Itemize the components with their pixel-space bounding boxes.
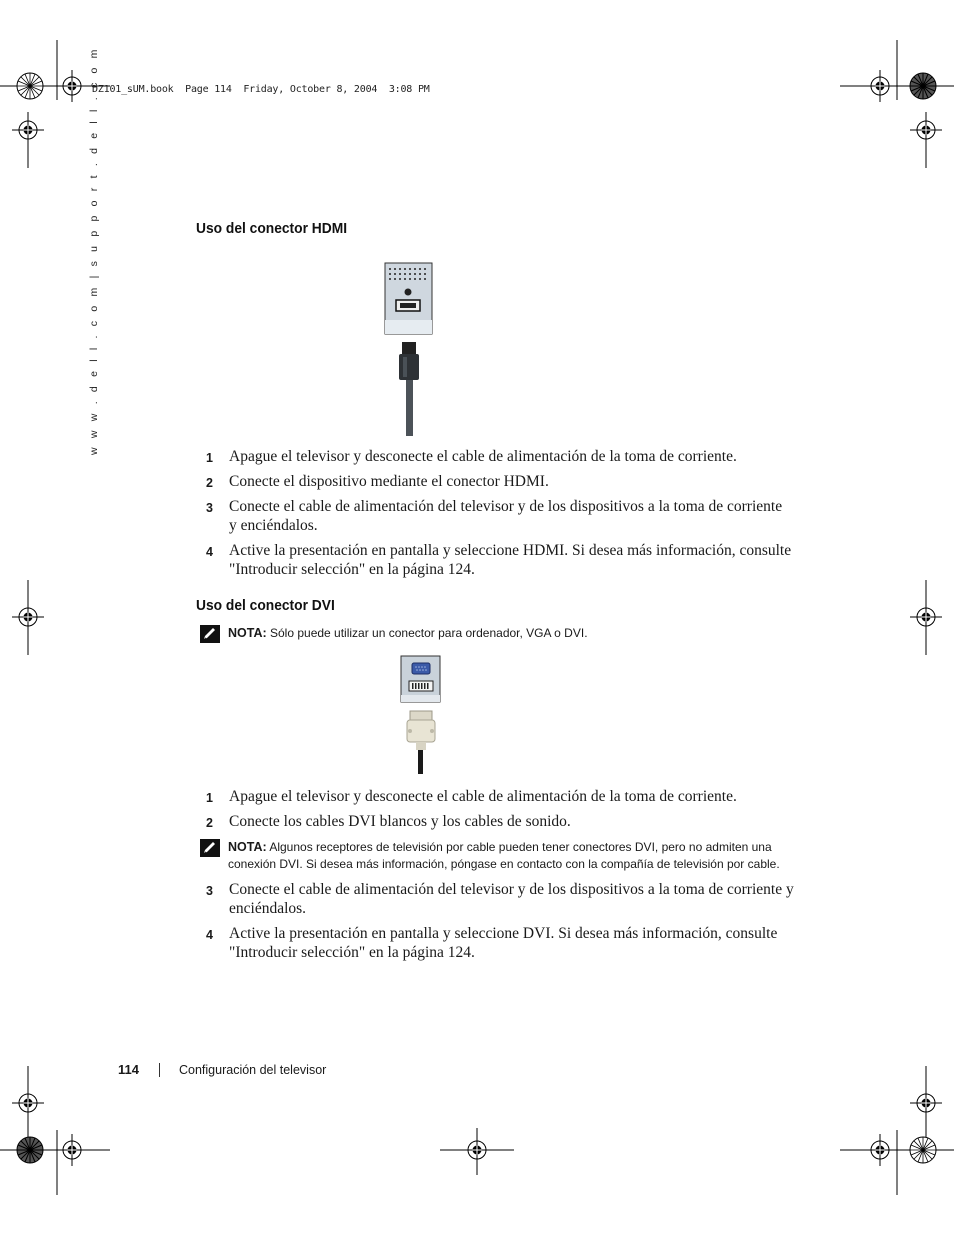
note-label: NOTA:	[228, 840, 267, 854]
step-number: 3	[206, 501, 213, 515]
step-number: 2	[206, 476, 213, 490]
hdmi-step-2	[206, 472, 806, 493]
hdmi-connector-image	[384, 262, 434, 438]
step-number: 1	[206, 791, 213, 805]
note-text: Algunos receptores de televisión por cable pueden tener conectores DVI, pero no admiten una conexión DVI. Si desea más información, póngase en contacto con la compañía de televisión por cable.	[228, 840, 780, 871]
dvi-step-3	[206, 880, 796, 918]
chapter-title: Configuración del televisor	[179, 1063, 327, 1077]
step-number: 4	[206, 928, 213, 942]
step-text: Conecte el dispositivo mediante el conector HDMI.	[229, 473, 549, 490]
sidebar-url: w w w . d e l l . c o m | s u p p o r t . d e l l . c o m	[88, 46, 100, 455]
step-number: 3	[206, 884, 213, 898]
step-text: Active la presentación en pantalla y seleccione DVI. Si desea más información, consulte "Introducir selección" en la página 124.	[229, 925, 778, 961]
note-text: Sólo puede utilizar un conector para ordenador, VGA o DVI.	[266, 626, 588, 640]
note-connector	[200, 625, 820, 642]
step-text: Conecte los cables DVI blancos y los cables de sonido.	[229, 813, 571, 830]
book-header: DZ101_sUM.book Page 114 Friday, October 8, 2004 3:08 PM	[92, 84, 430, 95]
footer-divider	[159, 1063, 160, 1077]
step-text: Conecte el cable de alimentación del televisor y de los dispositivos a la toma de corriente y enciéndalos.	[229, 881, 794, 917]
step-text: Apague el televisor y desconecte el cable de alimentación de la toma de corriente.	[229, 448, 737, 465]
note-pencil-icon	[200, 625, 220, 643]
step-number: 4	[206, 545, 213, 559]
step-number: 2	[206, 816, 213, 830]
hdmi-step-3	[206, 497, 792, 535]
step-text: Apague el televisor y desconecte el cable de alimentación de la toma de corriente.	[229, 788, 737, 805]
section-title-dvi: Uso del conector DVI	[196, 597, 335, 614]
dvi-step-1	[206, 787, 806, 808]
hdmi-step-1	[206, 447, 806, 468]
note-pencil-icon	[200, 839, 220, 857]
dvi-connector-image	[400, 655, 442, 775]
step-text: Active la presentación en pantalla y seleccione HDMI. Si desea más información, consulte "Introducir selección" en la página 124.	[229, 542, 792, 578]
page-number: 114	[118, 1062, 139, 1077]
section-title-hdmi: Uso del conector HDMI	[196, 220, 348, 237]
step-number: 1	[206, 451, 213, 465]
dvi-step-4	[206, 924, 791, 962]
hdmi-step-4	[206, 541, 806, 579]
note-label: NOTA:	[228, 626, 267, 640]
dvi-step-2	[206, 812, 806, 833]
note-cable-receivers	[200, 839, 790, 873]
step-text: Conecte el cable de alimentación del televisor y de los dispositivos a la toma de corriente y enciéndalos.	[229, 498, 783, 534]
